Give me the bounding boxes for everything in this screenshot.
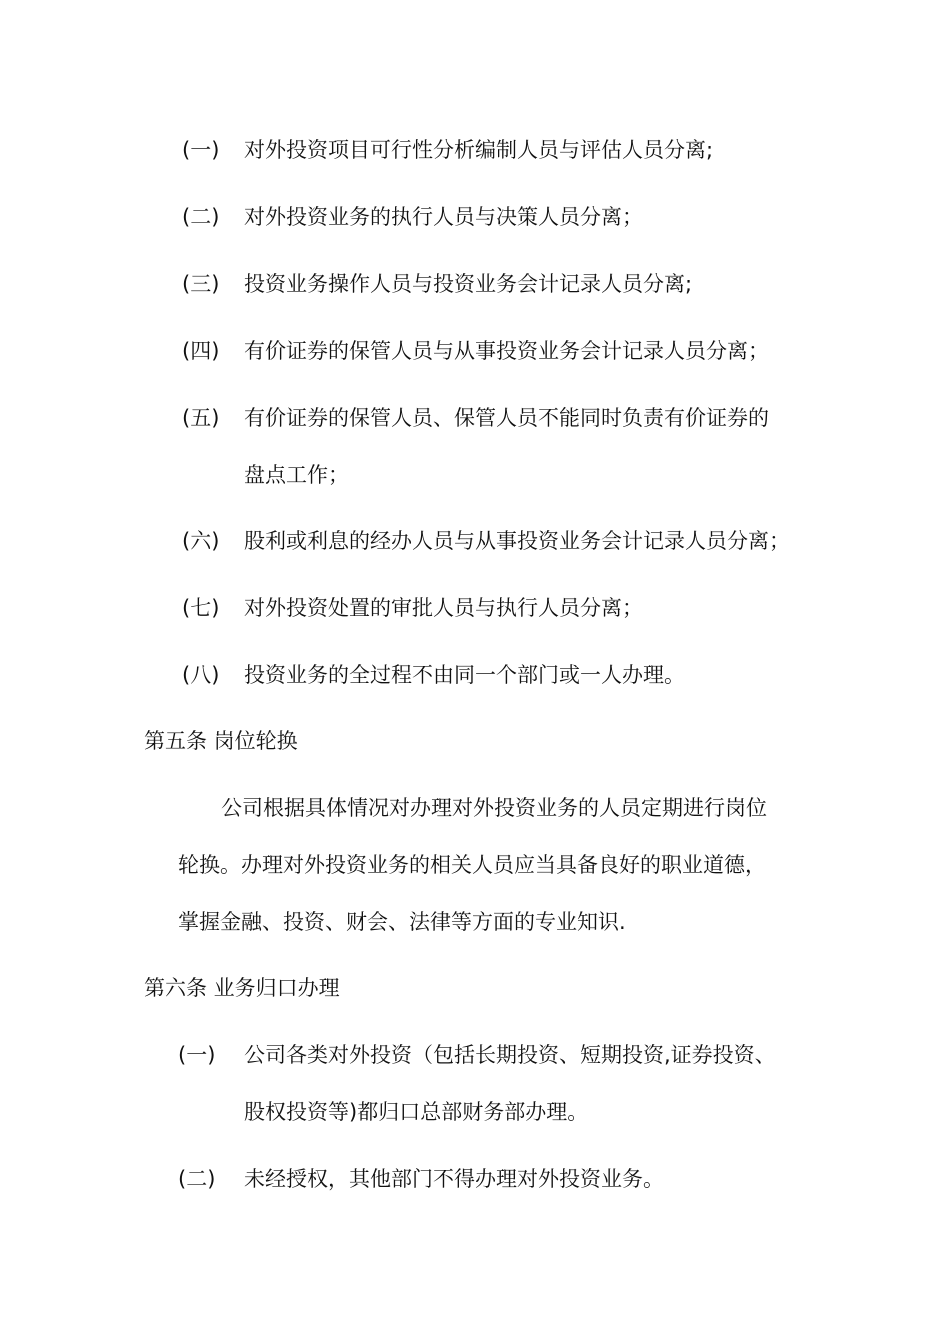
list-number: (一) <box>182 138 220 162</box>
list-text: 对外投资处置的审批人员与执行人员分离； <box>244 596 643 620</box>
list-number: (三) <box>182 272 220 296</box>
list-number: (八) <box>182 663 220 687</box>
list-number: (六) <box>182 529 220 553</box>
paragraph-line: 公司根据具体情况对办理对外投资业务的人员定期进行岗位 <box>221 796 767 820</box>
paragraph-line: 轮换。办理对外投资业务的相关人员应当具备良好的职业道德， <box>178 853 766 877</box>
list-text: 投资业务的全过程不由同一个部门或一人办理。 <box>244 663 685 687</box>
list-text-continuation: 股权投资等)都归口总部财务部办理。 <box>244 1100 589 1124</box>
list-number: (二) <box>178 1167 216 1191</box>
article-6-heading: 第六条 业务归口办理 <box>144 976 340 1000</box>
list-text: 有价证券的保管人员与从事投资业务会计记录人员分离； <box>244 339 769 363</box>
list-text-continuation: 盘点工作； <box>244 463 349 487</box>
list-number: (四) <box>182 339 220 363</box>
list-number: (五) <box>182 406 220 430</box>
paragraph-line: 掌握金融、投资、财会、法律等方面的专业知识. <box>178 910 626 934</box>
list-text: 对外投资业务的执行人员与决策人员分离； <box>244 205 643 229</box>
article-5-heading: 第五条 岗位轮换 <box>144 729 298 753</box>
list-text: 有价证券的保管人员、保管人员不能同时负责有价证券的 <box>244 406 769 430</box>
list-number: (七) <box>182 596 220 620</box>
list-number: (一) <box>178 1043 216 1067</box>
list-text: 对外投资项目可行性分析编制人员与评估人员分离; <box>244 138 714 162</box>
list-text: 股利或利息的经办人员与从事投资业务会计记录人员分离； <box>244 529 790 553</box>
list-text: 未经授权，其他部门不得办理对外投资业务。 <box>244 1167 664 1191</box>
list-text: 投资业务操作人员与投资业务会计记录人员分离; <box>244 272 693 296</box>
list-number: (二) <box>182 205 220 229</box>
list-text: 公司各类对外投资（包括长期投资、短期投资,证券投资、 <box>244 1043 776 1067</box>
